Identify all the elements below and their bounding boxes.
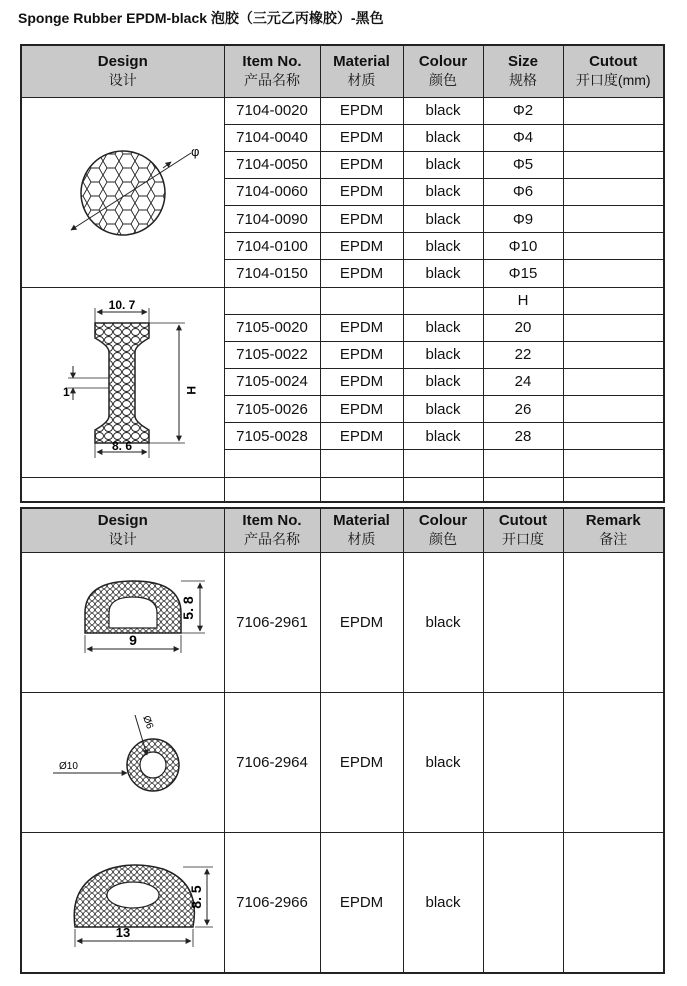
colour: black bbox=[403, 260, 483, 287]
material: EPDM bbox=[320, 97, 403, 124]
cutout bbox=[563, 450, 664, 477]
design-bulb-profile bbox=[21, 832, 224, 973]
cutout bbox=[483, 552, 563, 692]
table-row bbox=[21, 552, 664, 692]
size: 20 bbox=[483, 314, 563, 341]
remark bbox=[563, 552, 664, 692]
header-item-no: Item No. 产品名称 bbox=[224, 45, 320, 97]
size: Φ2 bbox=[483, 97, 563, 124]
dim-outer-label: Ø10 bbox=[58, 760, 78, 772]
design-d-profile bbox=[21, 552, 224, 692]
colour: black bbox=[403, 151, 483, 178]
material: EPDM bbox=[320, 314, 403, 341]
design-profile-strip bbox=[21, 287, 224, 477]
material: EPDM bbox=[320, 692, 403, 832]
size: 26 bbox=[483, 396, 563, 423]
remark bbox=[563, 832, 664, 973]
design-tube-profile bbox=[21, 692, 224, 832]
item-no: 7106-2961 bbox=[224, 552, 320, 692]
header-colour: Colour 颜色 bbox=[403, 45, 483, 97]
item-no: 7105-0022 bbox=[224, 341, 320, 368]
design-round-cord bbox=[21, 97, 224, 287]
item-no: 7105-0026 bbox=[224, 396, 320, 423]
header-remark: Remark 备注 bbox=[563, 508, 664, 552]
colour: black bbox=[403, 233, 483, 260]
dim-inner-label: Ø6 bbox=[139, 713, 155, 731]
dim-lip-label: 1 bbox=[62, 384, 70, 399]
header-material: Material 材质 bbox=[320, 45, 403, 97]
header-material: Material 材质 bbox=[320, 508, 403, 552]
colour bbox=[403, 450, 483, 477]
d-profile-drawing bbox=[23, 553, 223, 688]
colour: black bbox=[403, 124, 483, 151]
cutout bbox=[483, 832, 563, 973]
material: EPDM bbox=[320, 178, 403, 205]
item-no: 7104-0060 bbox=[224, 178, 320, 205]
colour: black bbox=[403, 341, 483, 368]
size-subheader: H bbox=[483, 287, 563, 314]
item-no bbox=[224, 477, 320, 502]
dim-height-label: 5. 8 bbox=[179, 595, 196, 620]
material: EPDM bbox=[320, 368, 403, 395]
header-cutout: Cutout 开口度 bbox=[483, 508, 563, 552]
material: EPDM bbox=[320, 206, 403, 233]
table-row bbox=[21, 97, 664, 124]
colour: black bbox=[403, 97, 483, 124]
size bbox=[483, 477, 563, 502]
profile-strip-drawing bbox=[23, 288, 223, 473]
item-no: 7105-0028 bbox=[224, 423, 320, 450]
header-design: Design 设计 bbox=[21, 508, 224, 552]
page-title bbox=[18, 8, 384, 28]
item-no bbox=[224, 450, 320, 477]
colour: black bbox=[403, 396, 483, 423]
material: EPDM bbox=[320, 832, 403, 973]
colour: black bbox=[403, 178, 483, 205]
size: 28 bbox=[483, 423, 563, 450]
item-no: 7106-2966 bbox=[224, 832, 320, 973]
item-no: 7105-0024 bbox=[224, 368, 320, 395]
dim-top-label: 10. 7 bbox=[108, 297, 136, 312]
size: Φ10 bbox=[483, 233, 563, 260]
size: Φ9 bbox=[483, 206, 563, 233]
colour: black bbox=[403, 206, 483, 233]
size bbox=[483, 450, 563, 477]
size: Φ6 bbox=[483, 178, 563, 205]
cutout bbox=[563, 314, 664, 341]
table-row bbox=[21, 287, 664, 314]
material: EPDM bbox=[320, 260, 403, 287]
tube-profile-drawing bbox=[23, 693, 223, 828]
colour: black bbox=[403, 552, 483, 692]
item-no: 7106-2964 bbox=[224, 692, 320, 832]
remark bbox=[563, 692, 664, 832]
cutout bbox=[563, 151, 664, 178]
title-cn: 泡胶（三元乙丙橡胶）-黑色 bbox=[210, 10, 384, 26]
cutout bbox=[563, 97, 664, 124]
material: EPDM bbox=[320, 341, 403, 368]
cutout bbox=[563, 368, 664, 395]
table-row bbox=[21, 692, 664, 832]
table-row bbox=[21, 832, 664, 973]
cutout bbox=[563, 233, 664, 260]
material: EPDM bbox=[320, 151, 403, 178]
cutout bbox=[563, 260, 664, 287]
item-no: 7104-0050 bbox=[224, 151, 320, 178]
cutout bbox=[563, 287, 664, 314]
title-en: Sponge Rubber EPDM-black bbox=[18, 10, 208, 26]
table-row-empty bbox=[21, 477, 664, 502]
material bbox=[320, 450, 403, 477]
material bbox=[320, 287, 403, 314]
item-no: 7104-0100 bbox=[224, 233, 320, 260]
header-size: Size 规格 bbox=[483, 45, 563, 97]
material: EPDM bbox=[320, 233, 403, 260]
cutout bbox=[563, 396, 664, 423]
dim-height-label: 8. 5 bbox=[187, 884, 204, 909]
cutout bbox=[563, 341, 664, 368]
cutout bbox=[563, 178, 664, 205]
item-no: 7105-0020 bbox=[224, 314, 320, 341]
design bbox=[21, 477, 224, 502]
header-cutout: Cutout 开口度(mm) bbox=[563, 45, 664, 97]
item-no: 7104-0020 bbox=[224, 97, 320, 124]
colour: black bbox=[403, 692, 483, 832]
cutout bbox=[563, 423, 664, 450]
item-no bbox=[224, 287, 320, 314]
material: EPDM bbox=[320, 423, 403, 450]
material: EPDM bbox=[320, 124, 403, 151]
dim-width-label: 13 bbox=[115, 924, 130, 940]
item-no: 7104-0150 bbox=[224, 260, 320, 287]
header-row bbox=[21, 508, 664, 552]
header-item-no: Item No. 产品名称 bbox=[224, 508, 320, 552]
item-no: 7104-0090 bbox=[224, 206, 320, 233]
dim-height-label: H bbox=[183, 385, 198, 395]
round-cord-drawing bbox=[23, 98, 223, 283]
dim-bottom-label: 8. 6 bbox=[111, 438, 132, 453]
header-design: Design 设计 bbox=[21, 45, 224, 97]
size: 24 bbox=[483, 368, 563, 395]
colour bbox=[403, 287, 483, 314]
size: Φ15 bbox=[483, 260, 563, 287]
size: 22 bbox=[483, 341, 563, 368]
cutout bbox=[563, 124, 664, 151]
cutout bbox=[563, 477, 664, 502]
colour: black bbox=[403, 832, 483, 973]
size: Φ5 bbox=[483, 151, 563, 178]
header-row bbox=[21, 45, 664, 97]
cutout bbox=[563, 206, 664, 233]
item-no: 7104-0040 bbox=[224, 124, 320, 151]
cutout bbox=[483, 692, 563, 832]
table-profile-strips bbox=[20, 507, 665, 974]
bulb-profile-drawing bbox=[23, 833, 223, 968]
header-colour: Colour 颜色 bbox=[403, 508, 483, 552]
colour: black bbox=[403, 368, 483, 395]
size: Φ4 bbox=[483, 124, 563, 151]
colour: black bbox=[403, 314, 483, 341]
material: EPDM bbox=[320, 552, 403, 692]
dim-phi-label: φ bbox=[190, 143, 200, 159]
dim-width-label: 9 bbox=[128, 631, 137, 648]
material: EPDM bbox=[320, 396, 403, 423]
colour: black bbox=[403, 423, 483, 450]
material bbox=[320, 477, 403, 502]
colour bbox=[403, 477, 483, 502]
table-round-and-profile-sponge bbox=[20, 44, 665, 503]
